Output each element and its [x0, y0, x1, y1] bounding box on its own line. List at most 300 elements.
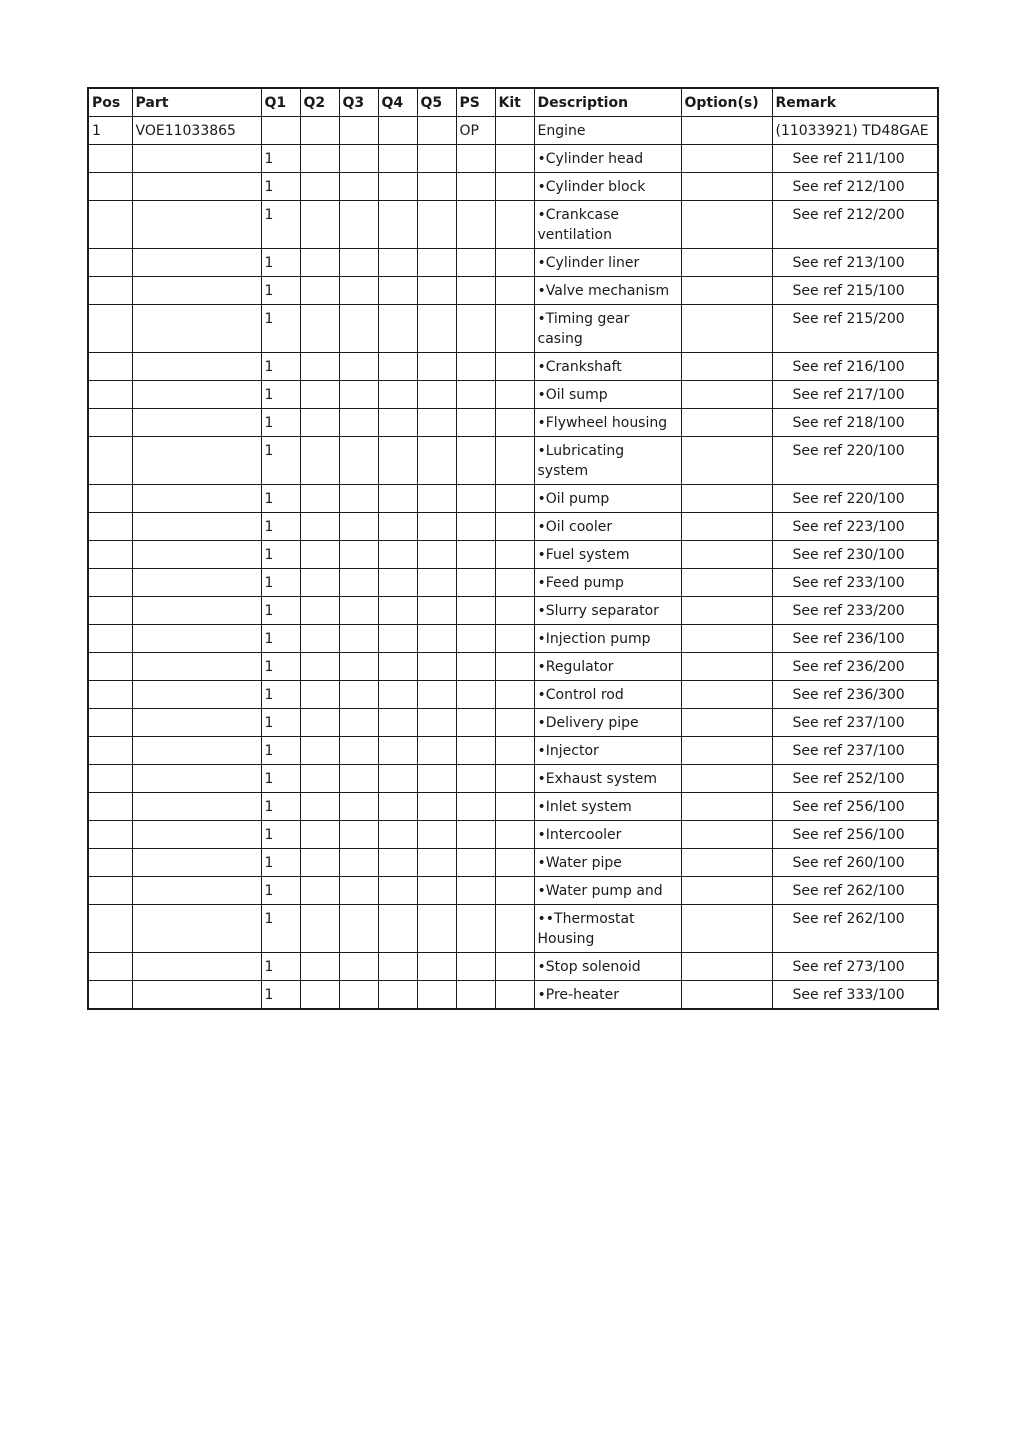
cell-ps — [456, 173, 495, 201]
cell-q4 — [378, 981, 417, 1010]
cell-q2 — [300, 597, 339, 625]
cell-part — [132, 821, 261, 849]
cell-q4 — [378, 793, 417, 821]
cell-ps — [456, 353, 495, 381]
cell-kit — [495, 625, 534, 653]
cell-options — [681, 277, 772, 305]
cell-kit — [495, 793, 534, 821]
cell-q3 — [339, 765, 378, 793]
cell-q5 — [417, 793, 456, 821]
cell-description: •Regulator — [534, 653, 681, 681]
cell-q1: 1 — [261, 353, 300, 381]
cell-q3 — [339, 381, 378, 409]
cell-q4 — [378, 173, 417, 201]
cell-pos — [88, 277, 132, 305]
cell-q2 — [300, 793, 339, 821]
cell-options — [681, 653, 772, 681]
cell-q3 — [339, 249, 378, 277]
cell-part — [132, 653, 261, 681]
table-row — [88, 877, 938, 905]
cell-ps — [456, 953, 495, 981]
cell-q3 — [339, 877, 378, 905]
cell-q1: 1 — [261, 821, 300, 849]
cell-description: •Exhaust system — [534, 765, 681, 793]
cell-remark: See ref 230/100 — [772, 541, 938, 569]
cell-remark: See ref 256/100 — [772, 793, 938, 821]
cell-q2 — [300, 877, 339, 905]
cell-q3 — [339, 117, 378, 145]
cell-options — [681, 737, 772, 765]
cell-q1: 1 — [261, 249, 300, 277]
cell-options — [681, 681, 772, 709]
cell-q3 — [339, 849, 378, 877]
cell-q1: 1 — [261, 765, 300, 793]
cell-q1: 1 — [261, 409, 300, 437]
cell-options — [681, 173, 772, 201]
cell-remark: (11033921) TD48GAE — [772, 117, 938, 145]
cell-part — [132, 681, 261, 709]
cell-q5 — [417, 981, 456, 1010]
header-description: Description — [534, 88, 681, 117]
cell-kit — [495, 953, 534, 981]
cell-remark: See ref 262/100 — [772, 905, 938, 953]
cell-q1: 1 — [261, 653, 300, 681]
cell-q4 — [378, 681, 417, 709]
cell-part — [132, 849, 261, 877]
cell-ps — [456, 277, 495, 305]
cell-q2 — [300, 249, 339, 277]
cell-kit — [495, 305, 534, 353]
cell-q4 — [378, 353, 417, 381]
cell-q1: 1 — [261, 485, 300, 513]
cell-pos — [88, 305, 132, 353]
cell-pos — [88, 513, 132, 541]
cell-q4 — [378, 249, 417, 277]
cell-description: •Lubricating system — [534, 437, 681, 485]
cell-q4 — [378, 597, 417, 625]
cell-q1: 1 — [261, 513, 300, 541]
cell-part — [132, 905, 261, 953]
cell-q4 — [378, 437, 417, 485]
cell-remark: See ref 233/100 — [772, 569, 938, 597]
cell-pos — [88, 953, 132, 981]
cell-remark: See ref 213/100 — [772, 249, 938, 277]
cell-options — [681, 305, 772, 353]
cell-options — [681, 513, 772, 541]
cell-description: •Crankcase ventilation — [534, 201, 681, 249]
cell-q3 — [339, 145, 378, 173]
cell-options — [681, 249, 772, 277]
cell-q2 — [300, 173, 339, 201]
cell-q3 — [339, 793, 378, 821]
cell-q5 — [417, 681, 456, 709]
cell-q2 — [300, 513, 339, 541]
cell-q1: 1 — [261, 437, 300, 485]
cell-q2 — [300, 953, 339, 981]
cell-part — [132, 765, 261, 793]
cell-options — [681, 905, 772, 953]
cell-ps — [456, 305, 495, 353]
table-row — [88, 737, 938, 765]
cell-ps — [456, 249, 495, 277]
table-row — [88, 793, 938, 821]
cell-part — [132, 569, 261, 597]
cell-remark: See ref 236/200 — [772, 653, 938, 681]
cell-q3 — [339, 709, 378, 737]
table-row — [88, 277, 938, 305]
cell-q5 — [417, 953, 456, 981]
cell-options — [681, 145, 772, 173]
cell-description: •Cylinder liner — [534, 249, 681, 277]
cell-q5 — [417, 437, 456, 485]
cell-q2 — [300, 569, 339, 597]
cell-pos — [88, 849, 132, 877]
table-row — [88, 381, 938, 409]
cell-q2 — [300, 737, 339, 765]
cell-q4 — [378, 653, 417, 681]
cell-description: •Water pump and — [534, 877, 681, 905]
cell-pos — [88, 145, 132, 173]
cell-q1: 1 — [261, 793, 300, 821]
cell-ps — [456, 513, 495, 541]
cell-ps — [456, 437, 495, 485]
cell-q5 — [417, 381, 456, 409]
cell-pos — [88, 249, 132, 277]
cell-part — [132, 277, 261, 305]
cell-kit — [495, 765, 534, 793]
cell-pos — [88, 625, 132, 653]
cell-remark: See ref 211/100 — [772, 145, 938, 173]
cell-part — [132, 485, 261, 513]
cell-ps — [456, 765, 495, 793]
cell-remark: See ref 236/300 — [772, 681, 938, 709]
cell-description: •Control rod — [534, 681, 681, 709]
table-row — [88, 765, 938, 793]
table-row — [88, 409, 938, 437]
cell-q1: 1 — [261, 905, 300, 953]
cell-part — [132, 201, 261, 249]
table-header-row — [88, 88, 938, 117]
cell-pos — [88, 437, 132, 485]
cell-part — [132, 173, 261, 201]
cell-part — [132, 513, 261, 541]
cell-description: Engine — [534, 117, 681, 145]
cell-q2 — [300, 625, 339, 653]
cell-remark: See ref 215/200 — [772, 305, 938, 353]
cell-description: •Slurry separator — [534, 597, 681, 625]
cell-q2 — [300, 353, 339, 381]
cell-ps — [456, 201, 495, 249]
cell-pos — [88, 353, 132, 381]
cell-q5 — [417, 905, 456, 953]
cell-ps — [456, 409, 495, 437]
table-row — [88, 681, 938, 709]
cell-ps — [456, 653, 495, 681]
cell-q5 — [417, 737, 456, 765]
header-part: Part — [132, 88, 261, 117]
cell-remark: See ref 273/100 — [772, 953, 938, 981]
cell-pos — [88, 821, 132, 849]
cell-kit — [495, 569, 534, 597]
cell-q4 — [378, 513, 417, 541]
cell-pos — [88, 569, 132, 597]
cell-pos — [88, 905, 132, 953]
cell-q1: 1 — [261, 849, 300, 877]
cell-ps — [456, 485, 495, 513]
cell-description: •Fuel system — [534, 541, 681, 569]
header-q4: Q4 — [378, 88, 417, 117]
table-row — [88, 145, 938, 173]
cell-ps — [456, 793, 495, 821]
cell-q5 — [417, 821, 456, 849]
cell-kit — [495, 277, 534, 305]
cell-description: •Crankshaft — [534, 353, 681, 381]
cell-remark: See ref 223/100 — [772, 513, 938, 541]
cell-q5 — [417, 277, 456, 305]
cell-part — [132, 737, 261, 765]
header-remark: Remark — [772, 88, 938, 117]
cell-kit — [495, 353, 534, 381]
cell-options — [681, 409, 772, 437]
cell-q5 — [417, 849, 456, 877]
cell-options — [681, 353, 772, 381]
cell-part — [132, 305, 261, 353]
cell-ps — [456, 145, 495, 173]
cell-q5 — [417, 653, 456, 681]
cell-remark: See ref 216/100 — [772, 353, 938, 381]
cell-options — [681, 709, 772, 737]
cell-q5 — [417, 117, 456, 145]
cell-pos — [88, 485, 132, 513]
cell-q5 — [417, 305, 456, 353]
cell-kit — [495, 981, 534, 1010]
cell-options — [681, 201, 772, 249]
cell-description: •Valve mechanism — [534, 277, 681, 305]
cell-description: •Injection pump — [534, 625, 681, 653]
cell-q1: 1 — [261, 709, 300, 737]
cell-ps — [456, 681, 495, 709]
cell-pos — [88, 173, 132, 201]
cell-q3 — [339, 437, 378, 485]
cell-q4 — [378, 485, 417, 513]
header-q5: Q5 — [417, 88, 456, 117]
cell-kit — [495, 541, 534, 569]
table-row — [88, 569, 938, 597]
cell-options — [681, 117, 772, 145]
cell-remark: See ref 233/200 — [772, 597, 938, 625]
table-row — [88, 597, 938, 625]
cell-kit — [495, 597, 534, 625]
cell-q4 — [378, 877, 417, 905]
table-row — [88, 353, 938, 381]
cell-q3 — [339, 653, 378, 681]
cell-remark: See ref 252/100 — [772, 765, 938, 793]
cell-description: •Pre-heater — [534, 981, 681, 1010]
cell-q4 — [378, 381, 417, 409]
cell-remark: See ref 260/100 — [772, 849, 938, 877]
cell-description: •Oil sump — [534, 381, 681, 409]
cell-kit — [495, 381, 534, 409]
cell-q4 — [378, 821, 417, 849]
cell-description: •Injector — [534, 737, 681, 765]
cell-ps — [456, 597, 495, 625]
cell-remark: See ref 236/100 — [772, 625, 938, 653]
header-q3: Q3 — [339, 88, 378, 117]
cell-q1: 1 — [261, 953, 300, 981]
cell-remark: See ref 262/100 — [772, 877, 938, 905]
table-body — [88, 117, 938, 1010]
cell-pos — [88, 409, 132, 437]
cell-q2 — [300, 201, 339, 249]
cell-q1: 1 — [261, 625, 300, 653]
cell-q4 — [378, 541, 417, 569]
cell-part — [132, 709, 261, 737]
cell-kit — [495, 821, 534, 849]
cell-description: •Timing gear casing — [534, 305, 681, 353]
cell-q2 — [300, 277, 339, 305]
cell-q1: 1 — [261, 381, 300, 409]
table-row — [88, 541, 938, 569]
cell-remark: See ref 237/100 — [772, 737, 938, 765]
cell-options — [681, 953, 772, 981]
table-row — [88, 653, 938, 681]
header-kit: Kit — [495, 88, 534, 117]
cell-part — [132, 793, 261, 821]
cell-kit — [495, 709, 534, 737]
cell-kit — [495, 249, 534, 277]
cell-pos — [88, 981, 132, 1010]
cell-q5 — [417, 765, 456, 793]
cell-ps — [456, 625, 495, 653]
cell-kit — [495, 849, 534, 877]
cell-q4 — [378, 569, 417, 597]
cell-q1: 1 — [261, 737, 300, 765]
table-row — [88, 485, 938, 513]
cell-kit — [495, 905, 534, 953]
cell-options — [681, 821, 772, 849]
cell-q3 — [339, 513, 378, 541]
cell-options — [681, 765, 772, 793]
cell-q2 — [300, 305, 339, 353]
cell-q3 — [339, 541, 378, 569]
cell-q1 — [261, 117, 300, 145]
cell-description: •Water pipe — [534, 849, 681, 877]
cell-q4 — [378, 737, 417, 765]
cell-part — [132, 437, 261, 485]
cell-q5 — [417, 569, 456, 597]
parts-table — [87, 87, 939, 1010]
cell-ps: OP — [456, 117, 495, 145]
cell-q5 — [417, 513, 456, 541]
cell-q5 — [417, 625, 456, 653]
cell-q4 — [378, 305, 417, 353]
cell-kit — [495, 117, 534, 145]
cell-q4 — [378, 145, 417, 173]
cell-q4 — [378, 409, 417, 437]
cell-pos — [88, 877, 132, 905]
cell-kit — [495, 409, 534, 437]
cell-q2 — [300, 709, 339, 737]
cell-q4 — [378, 117, 417, 145]
cell-q2 — [300, 905, 339, 953]
cell-q4 — [378, 201, 417, 249]
table-row — [88, 117, 938, 145]
cell-q4 — [378, 277, 417, 305]
cell-pos — [88, 201, 132, 249]
table-row — [88, 305, 938, 353]
cell-ps — [456, 381, 495, 409]
cell-kit — [495, 437, 534, 485]
cell-pos — [88, 681, 132, 709]
cell-q3 — [339, 569, 378, 597]
cell-q5 — [417, 709, 456, 737]
cell-q2 — [300, 409, 339, 437]
cell-pos — [88, 653, 132, 681]
cell-q1: 1 — [261, 877, 300, 905]
cell-q1: 1 — [261, 305, 300, 353]
table-row — [88, 709, 938, 737]
cell-remark: See ref 220/100 — [772, 437, 938, 485]
header-q2: Q2 — [300, 88, 339, 117]
cell-remark: See ref 220/100 — [772, 485, 938, 513]
cell-description: •Stop solenoid — [534, 953, 681, 981]
cell-part — [132, 353, 261, 381]
cell-kit — [495, 737, 534, 765]
cell-q3 — [339, 737, 378, 765]
cell-pos — [88, 541, 132, 569]
table-row — [88, 201, 938, 249]
cell-kit — [495, 201, 534, 249]
cell-kit — [495, 145, 534, 173]
cell-q2 — [300, 849, 339, 877]
cell-description: •Intercooler — [534, 821, 681, 849]
table-row — [88, 953, 938, 981]
cell-q2 — [300, 485, 339, 513]
cell-part — [132, 145, 261, 173]
cell-q3 — [339, 953, 378, 981]
cell-options — [681, 981, 772, 1010]
cell-remark: See ref 212/100 — [772, 173, 938, 201]
cell-options — [681, 877, 772, 905]
cell-q3 — [339, 905, 378, 953]
table-row — [88, 437, 938, 485]
cell-ps — [456, 737, 495, 765]
cell-q1: 1 — [261, 541, 300, 569]
cell-q2 — [300, 437, 339, 485]
cell-remark: See ref 256/100 — [772, 821, 938, 849]
cell-q3 — [339, 981, 378, 1010]
cell-q4 — [378, 849, 417, 877]
cell-q2 — [300, 765, 339, 793]
header-q1: Q1 — [261, 88, 300, 117]
cell-options — [681, 569, 772, 597]
cell-q3 — [339, 597, 378, 625]
cell-q3 — [339, 821, 378, 849]
cell-ps — [456, 877, 495, 905]
cell-q5 — [417, 597, 456, 625]
cell-q5 — [417, 541, 456, 569]
cell-options — [681, 597, 772, 625]
cell-q3 — [339, 305, 378, 353]
cell-ps — [456, 541, 495, 569]
cell-q4 — [378, 765, 417, 793]
cell-kit — [495, 513, 534, 541]
cell-q2 — [300, 653, 339, 681]
cell-pos: 1 — [88, 117, 132, 145]
cell-q2 — [300, 821, 339, 849]
table-row — [88, 849, 938, 877]
cell-remark: See ref 215/100 — [772, 277, 938, 305]
